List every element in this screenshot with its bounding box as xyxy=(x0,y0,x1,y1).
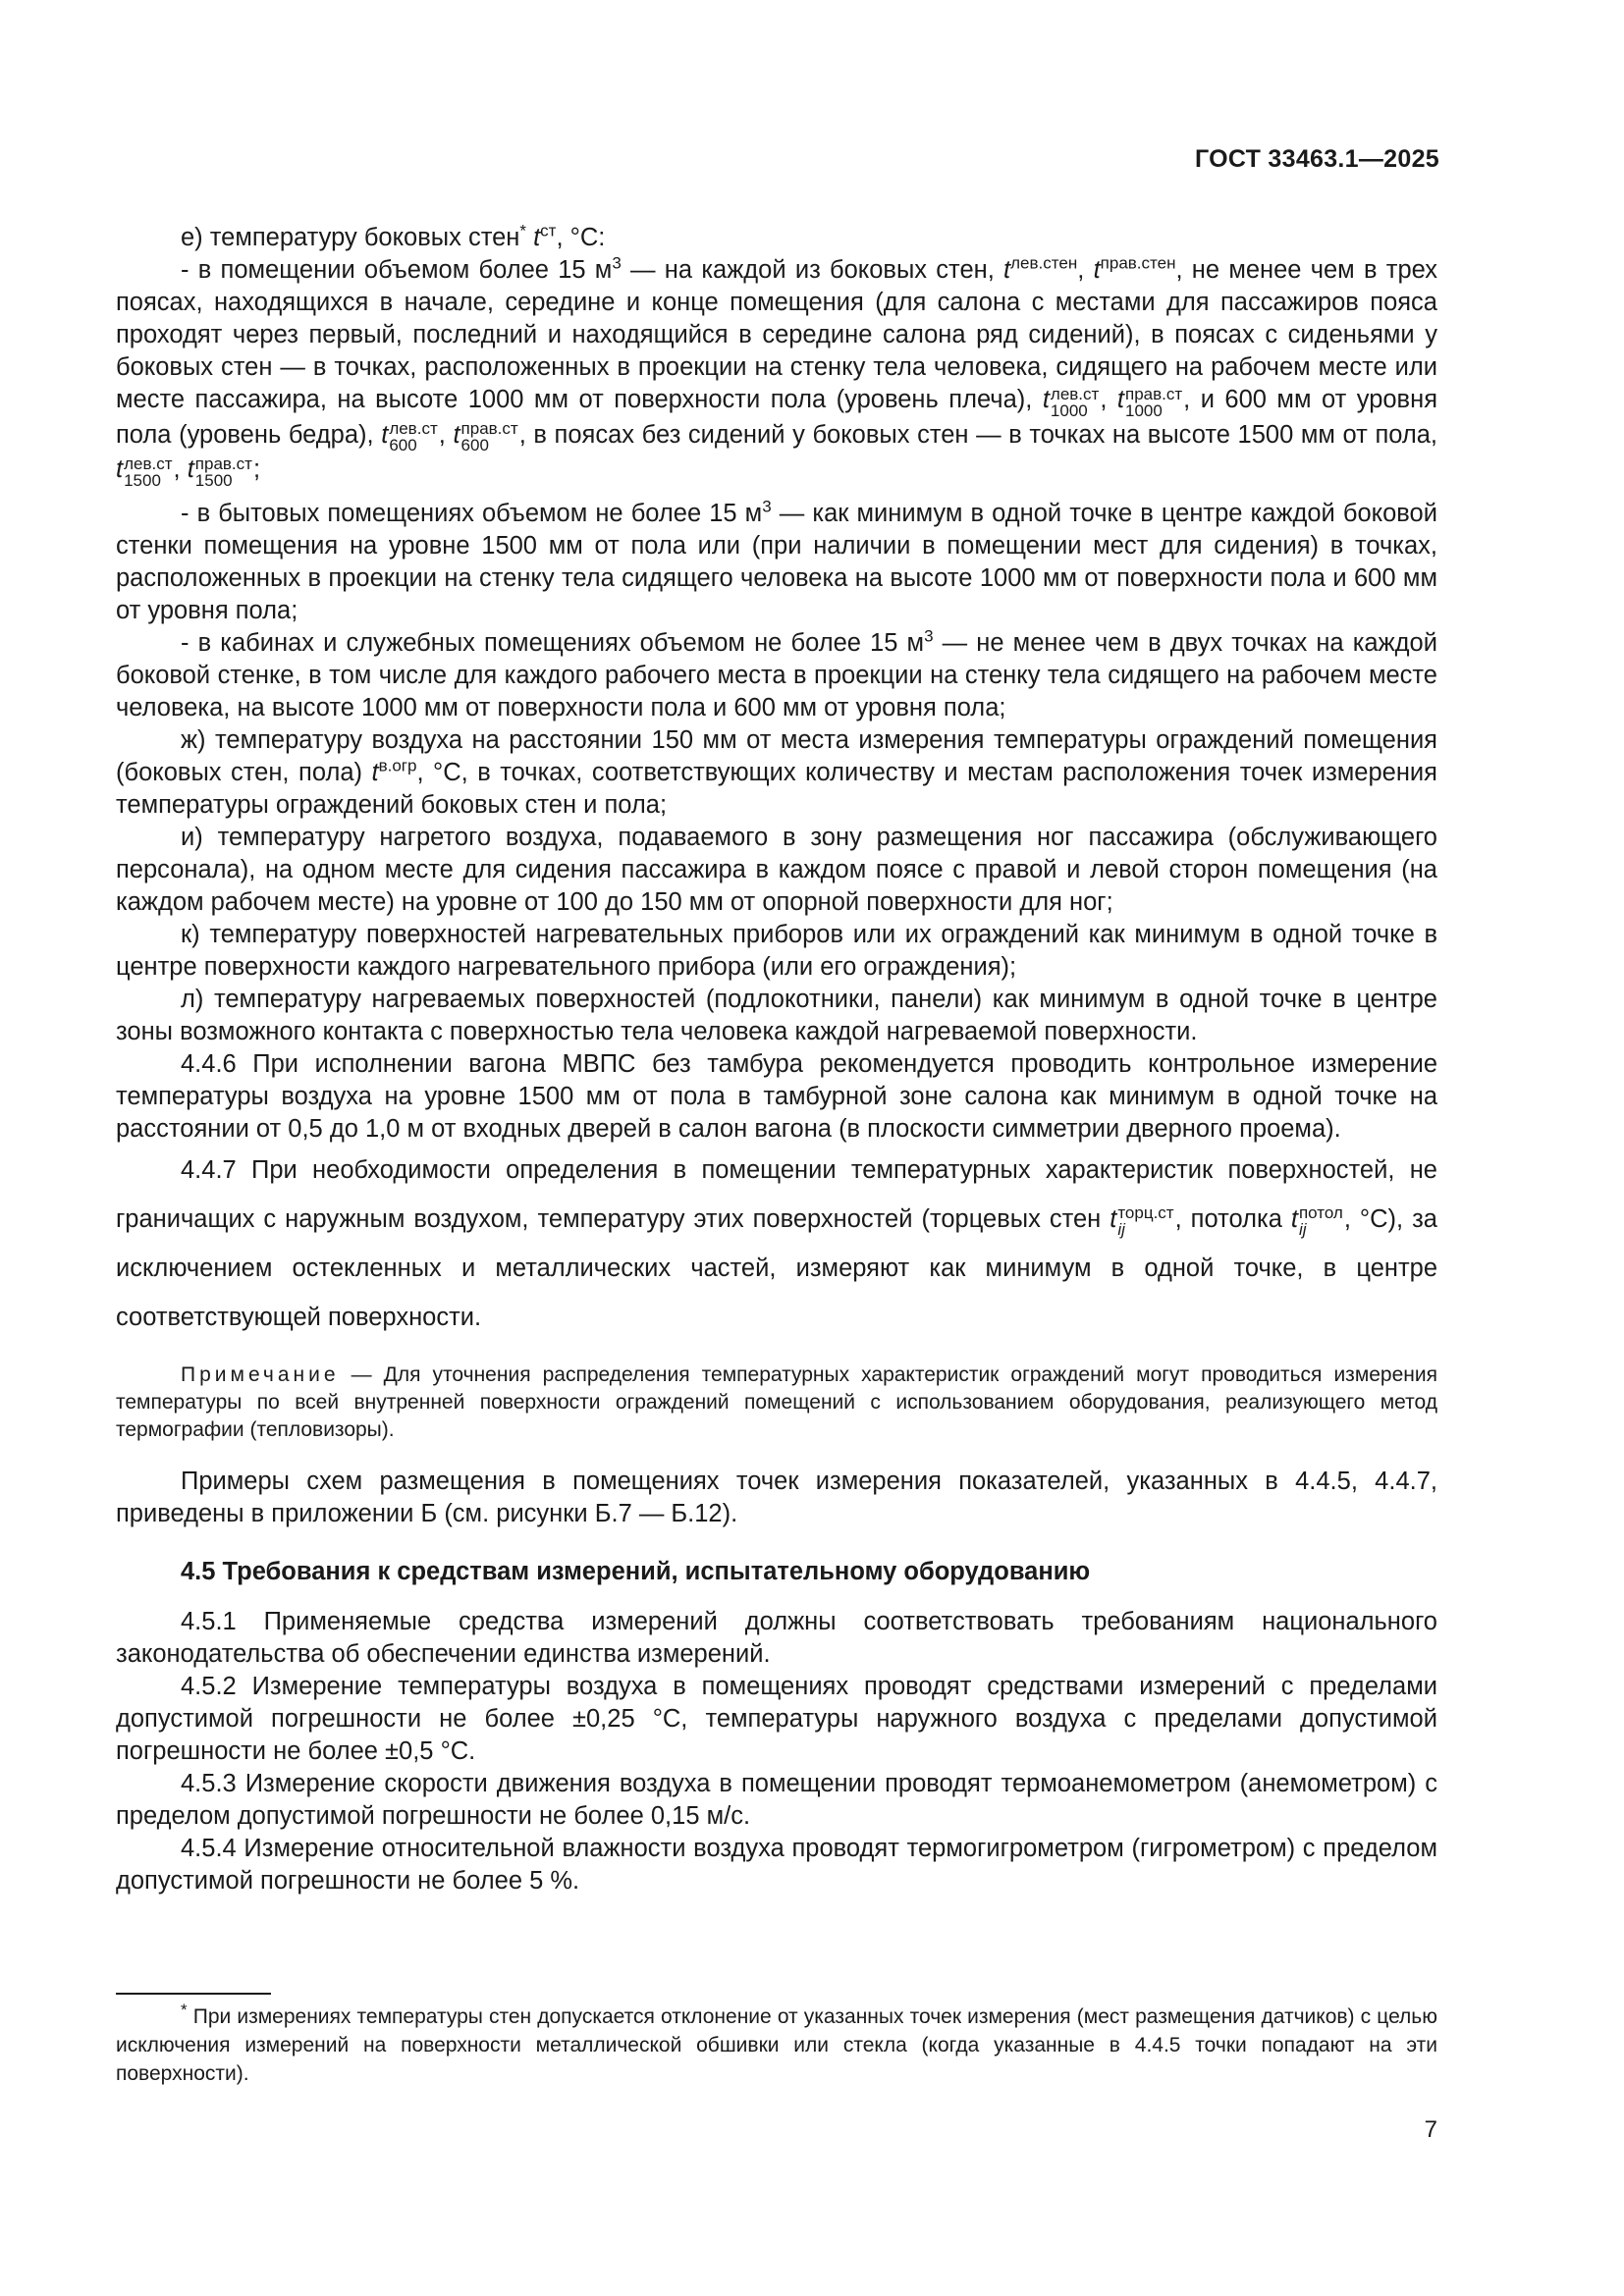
footnote: * При измерениях температуры стен допускается отклонение от указанных точек измерения (мест размещения датчиков) с целью исключения измерений на поверхности металлической обшивки или стекла (когда указанные в 4.4.5 точки попадают на эти поверхности). xyxy=(116,2001,1437,2085)
paragraph-cabins: - в кабинах и служебных помещениях объемом не более 15 $м^3$ — не менее чем в двух точках на каждой боковой стенке, в том числе для каждого рабочего места в проекции на стенку тела сидящего на рабочем месте человека, на высоте 1000 мм от поверхности пола и 600 мм от уровня пола; xyxy=(116,626,1437,721)
footnote-mark: * xyxy=(181,2001,188,2019)
paragraph-4-5-4: 4.5.4 Измерение относительной влажности воздуха проводят термогигрометром (гигрометром) с пределом допустимой погрешности не более 5 %. xyxy=(116,1834,1437,1895)
paragraph-4-5-2: 4.5.2 Измерение температуры воздуха в помещениях проводят средствами измерений с пределами допустимой погрешности не более ±0,25 °С, температуры наружного воздуха с пределами допустимой погрешности не более ±0,5 °С. xyxy=(116,1672,1437,1765)
paragraph-zh-air-temperature: ж) температуру воздуха на расстоянии 150 мм от места измерения температуры ограждений помещения (боковых стен, пола) $t^{в.огр}$, °С, в точках, соответствующих количеству и местам расположения точек измерения температуры ограждений боковых стен и пола; xyxy=(116,725,1437,819)
paragraph-e-wall-temperature: е) температуру боковых стен* $t^{ст}$, °С: xyxy=(181,221,606,251)
paragraph-i-heated-air: и) температуру нагретого воздуха, подаваемого в зону размещения ног пассажира (обслуживающего персонала), на одном месте для сидения пассажира в каждом поясе с правой и левой сторон помещения (на каждом рабочем месте) на уровне от 100 до 150 мм от опорной поверхности для ног; xyxy=(116,823,1437,916)
paragraph-l-heated-surfaces: л) температуру нагреваемых поверхностей (подлокотники, панели) как минимум в одной точке в центре зоны возможного контакта с поверхностью тела человека каждой нагреваемой поверхности. xyxy=(116,985,1437,1045)
document-body xyxy=(116,222,1437,1897)
document-code-header: ГОСТ 33463.1—2025 xyxy=(1194,145,1439,173)
paragraph-examples-reference: Примеры схем размещения в помещениях точек измерения показателей, указанных в 4.4.5, 4.4.7, приведены в приложении Б (см. рисунки Б.7 — Б.12). xyxy=(116,1467,1437,1527)
paragraph-household-rooms: - в бытовых помещениях объемом не более 15 $м^3$ — как минимум в одной точке в центре каждой боковой стенки помещения на уровне 1500 мм от пола или (при наличии в помещении мест для сидения) в точках, расположенных в проекции на стенку тела сидящего человека на высоте 1000 мм от поверхности пола и 600 мм от уровня пола; xyxy=(116,497,1437,624)
footnote-mark: * xyxy=(519,221,526,240)
paragraph-k-heaters: к) температуру поверхностей нагревательных приборов или их ограждений как минимум в одной точке в центре поверхности каждого нагревательного прибора (или его ограждения); xyxy=(116,920,1437,981)
paragraph-4-4-7: 4.4.7 При необходимости определения в помещении температурных характеристик поверхностей, не граничащих с наружным воздухом, температуру этих поверхностей (торцевых стен t торц.ст ij , потолка t потол ij , °С), за исключением остекленных и металлических частей, измеряют как минимум в одной точке, в центре соответствующей поверхности. xyxy=(116,1155,1437,1331)
paragraph-room-over-15m3: - в помещении объемом более 15 $м^3$ — на каждой из боковых стен, $t^{лев.стен}$, $t^{прав.стен}$, не менее чем в трех поясах, находящихся в начале, середине и конце помещения (для салона с местами для пассажиров пояса проходят через первый, последний и находящийся в середине салона ряд сидений), в поясах с сиденьями у боковых стен — в точках, расположенных в проекции на стенку тела человека, сидящего на рабочем месте или месте пассажира, на высоте 1000 мм от поверхности пола (уровень плеча), t лев.ст 1000 , t прав.ст 1000 , и 600 мм от уровня пола (уровень бедра), t лев.ст 600 , t прав.ст 600 , в поясах без сидений у боковых стен — в точках на высоте 1500 мм от пола, t лев.ст 1500 , t прав.ст 1500 ; xyxy=(116,253,1438,490)
paragraph-4-4-6: 4.4.6 При исполнении вагона МВПС без тамбура рекомендуется проводить контрольное измерение температуры воздуха на уровне 1500 мм от пола в тамбурной зоне салона как минимум в одной точке на расстоянии от 0,5 до 1,0 м от входных дверей в салон вагона (в плоскости симметрии дверного проема). xyxy=(116,1049,1437,1143)
note-label: Примечание xyxy=(181,1362,340,1386)
paragraph-4-5-1: 4.5.1 Применяемые средства измерений должны соответствовать требованиям национального законодательства об обеспечении единства измерений. xyxy=(116,1607,1437,1668)
paragraph-4-5-3: 4.5.3 Измерение скорости движения воздуха в помещении проводят термоанемометром (анемометром) с пределом допустимой погрешности не более 0,15 м/с. xyxy=(116,1769,1437,1830)
footnote-separator xyxy=(116,1993,271,1995)
page-number: 7 xyxy=(1424,2116,1437,2143)
note-block: Примечание — Для уточнения распределения температурных характеристик ограждений могут проводиться измерения температуры по всей внутренней поверхности ограждений помещений с использованием оборудования, реализующего метод термографии (тепловизоры). xyxy=(116,1362,1437,1441)
section-heading-4-5: 4.5 Требования к средствам измерений, испытательному оборудованию xyxy=(181,1557,1091,1585)
